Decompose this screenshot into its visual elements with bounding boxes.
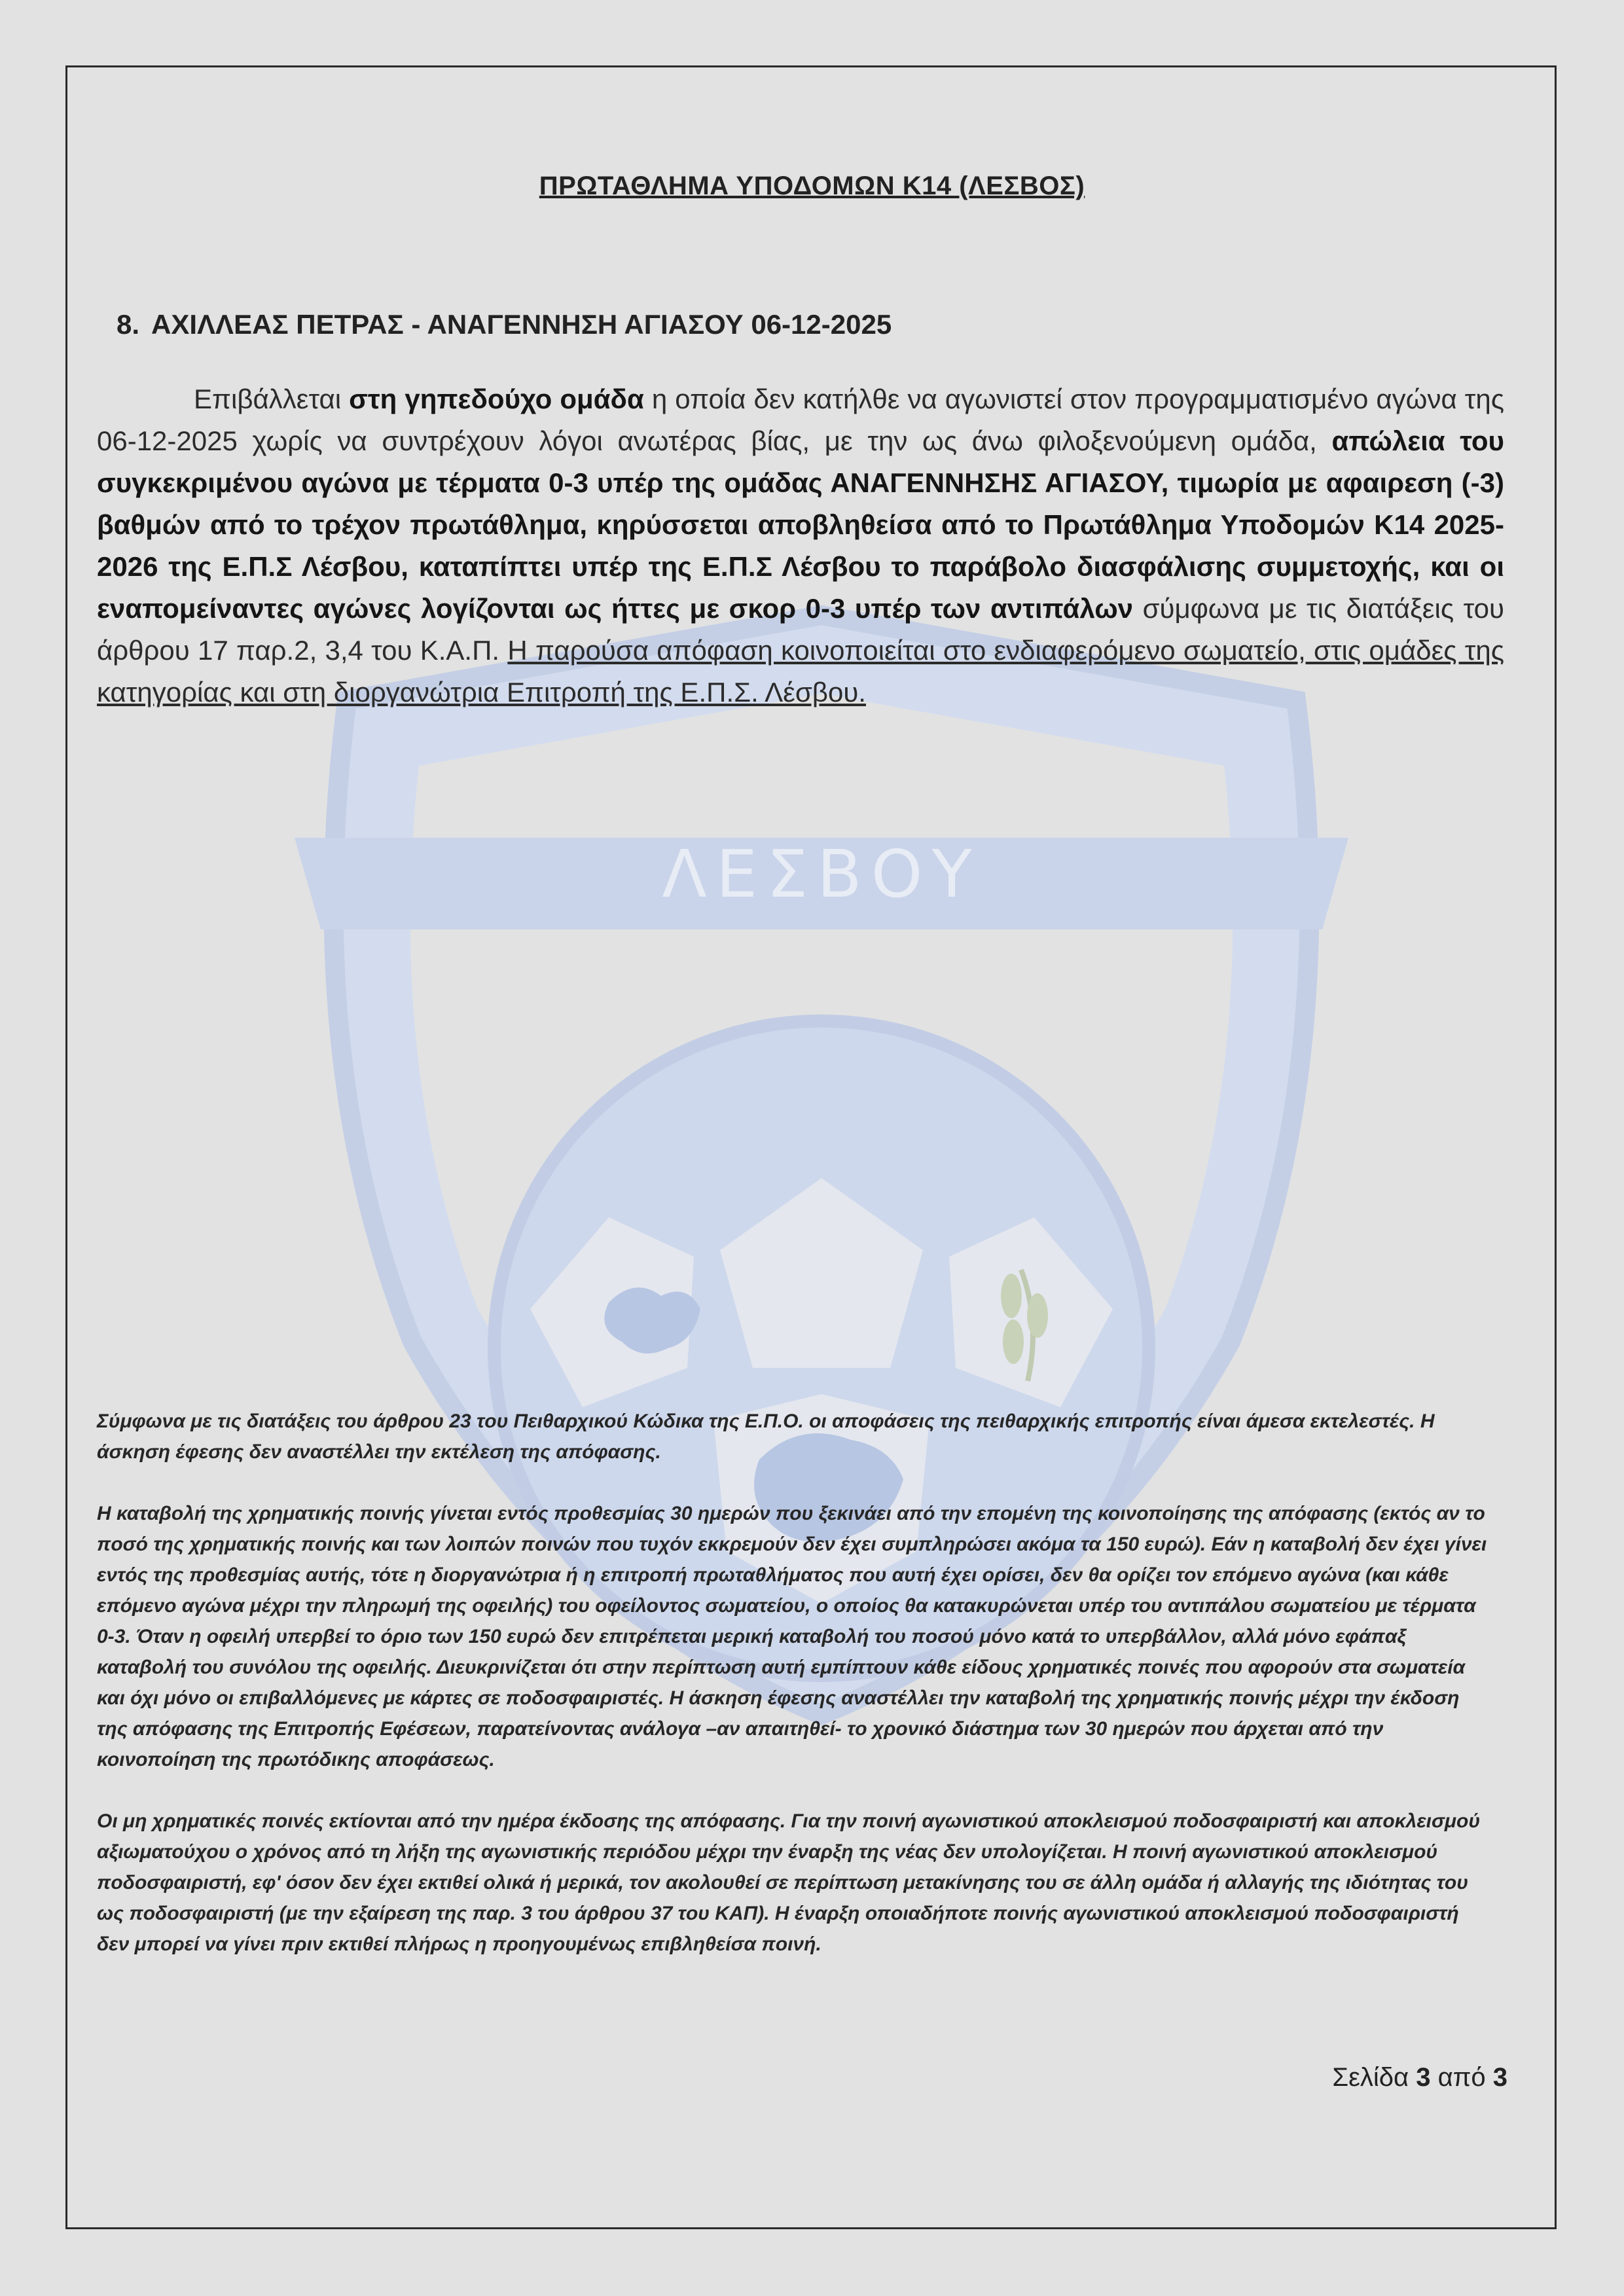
case-number: 8. xyxy=(117,309,140,340)
case-title: ΑΧΙΛΛΕΑΣ ΠΕΤΡΑΣ - ΑΝΑΓΕΝΝΗΣΗ ΑΓΙΑΣΟΥ 06-12-2025 xyxy=(151,309,892,340)
legal-notes xyxy=(97,1406,1491,1990)
decision-text-body: η οποία δεν κατήλθε να αγωνιστεί στον προγραμματισμένο αγώνα της 06-12-2025 χωρίς να συντρέχουν λόγοι ανωτέρας βίας, με την ως άνω φιλοξενούμενη ομάδα, xyxy=(97,384,1505,456)
decision-text-intro: Επιβάλλεται xyxy=(194,384,350,414)
page-number: Σελίδα 3 από 3 xyxy=(1332,2063,1507,2092)
legal-note-fine-payment: Η καταβολή της χρηματικής ποινής γίνεται εντός προθεσμίας 30 ημερών που ξεκινάει από την επομένη της κοινοποίησης της απόφασης (εκτός αν το ποσό της χρηματικής ποινής και των λοιπών ποινών που τυχόν εκκρεμούν δεν έχει συμπληρώσει ακόμα τα 150 ευρώ). Εάν η καταβολή δεν έχει γίνει εντός της προθεσμίας αυτής, τότε η διοργανώτρια ή η επιτροπή πρωταθλήματος που αυτή έχει ορίσει, δεν θα ορίζει τον επόμενο αγώνα (και κάθε επόμενο αγώνα μέχρι την πληρωμή της οφειλής) του οφείλοντος σωματείου, ο οποίος θα κατακυρώνεται υπέρ του αντιπάλου σωματείου με τέρματα 0-3. Όταν η οφειλή υπερβεί το όριο των 150 ευρώ δεν επιτρέπεται μερική καταβολή του ποσού μόνο κατά το υπερβάλλον, αλλά μόνο εφάπαξ καταβολή του συνόλου της οφειλής. Διευκρινίζεται ότι στην περίπτωση αυτή εμπίπτουν κάθε είδους χρηματικές ποινές που αφορούν στα σωματεία και όχι μόνο οι επιβαλλόμενες με κάρτες σε ποδοσφαιριστές. Η άσκηση έφεσης αναστέλλει την καταβολή της χρηματικής ποινής μέχρι την έκδοση της απόφασης της Επιτροπής Εφέσεων, παρατείνοντας ανάλογα –αν απαιτηθεί- το χρονικό διάστημα των 30 ημερών που άρχεται από την κοινοποίηση της πρωτόδικης αποφάσεως. xyxy=(97,1503,1487,1770)
legal-note-non-monetary: Οι μη χρηματικές ποινές εκτίονται από την ημέρα έκδοσης της απόφασης. Για την ποινή αγωνιστικού αποκλεισμού ποδοσφαιριστή και αποκλεισμού αξιωματούχου ο χρόνος από τη λήξη της αγωνιστικής περιόδου μέχρι την έναρξη της νέας δεν υπολογίζεται. Η ποινή αγωνιστικού αποκλεισμού ποδοσφαιριστή, εφ' όσον δεν έχει εκτιθεί ολικά ή μερικά, τον ακολουθεί σε περίπτωση μετακίνησης του σε άλλη ομάδα ή αλλαγής της ιδιότητας του ως ποδοσφαιριστή (με την εξαίρεση της παρ. 3 του άρθρου 37 του ΚΑΠ). Η έναρξη οποιαδήποτε ποινής αγωνιστικού αποκλεισμού ποδοσφαιριστή δεν μπορεί να γίνει πριν εκτιθεί πλήρως η προηγουμένως επιβληθείσα ποινή. xyxy=(97,1810,1481,1955)
decision-paragraph xyxy=(97,378,1504,713)
decision-text-legal-basis: σύμφωνα με τις διατάξεις του άρθρου 17 παρ.2, 3,4 του Κ.Α.Π. xyxy=(97,593,1504,666)
case-heading xyxy=(117,309,903,340)
decision-text-bold-penalty: απώλεια του συγκεκριμένου αγώνα με τέρματα 0-3 υπέρ της ομάδας ΑΝΑΓΕΝΝΗΣΗΣ ΑΓΙΑΣΟΥ, τιμωρία με αφαιρεση (-3) βαθμών από το τρέχον πρωτάθλημα, κηρύσσεται αποβληθείσα από το Πρωτάθλημα Υποδομών Κ14 2025-2026 της Ε.Π.Σ Λέσβου, καταπίπτει υπέρ της Ε.Π.Σ Λέσβου το παράβολο διασφάλισης συμμετοχής, και οι εναπομείναντες αγώνες λογίζονται ως ήττες με σκορ 0-3 υπέρ των αντιπάλων xyxy=(97,425,1504,624)
legal-note-appeal: Σύμφωνα με τις διατάξεις του άρθρου 23 του Πειθαρχικού Κώδικα της Ε.Π.Ο. οι αποφάσεις της πειθαρχικής επιτροπής είναι άμεσα εκτελεστές. Η άσκηση έφεσης δεν αναστέλλει την εκτέλεση της απόφασης. xyxy=(97,1410,1435,1463)
decision-text-bold-team: στη γηπεδούχο ομάδα xyxy=(349,384,644,414)
crest-wordmark-lesvou: ΛΕΣΒΟΥ xyxy=(662,836,981,912)
decision-text-notification: Η παρούσα απόφαση κοινοποιείται στο ενδιαφερόμενο σωματείο, στις ομάδες της κατηγορίας και στη διοργανώτρια Επιτροπή της Ε.Π.Σ. Λέσβου. xyxy=(97,635,1504,708)
document-title: ΠΡΩΤΑΘΛΗΜΑ ΥΠΟΔΟΜΩΝ Κ14 (ΛΕΣΒΟΣ) xyxy=(539,171,1085,200)
